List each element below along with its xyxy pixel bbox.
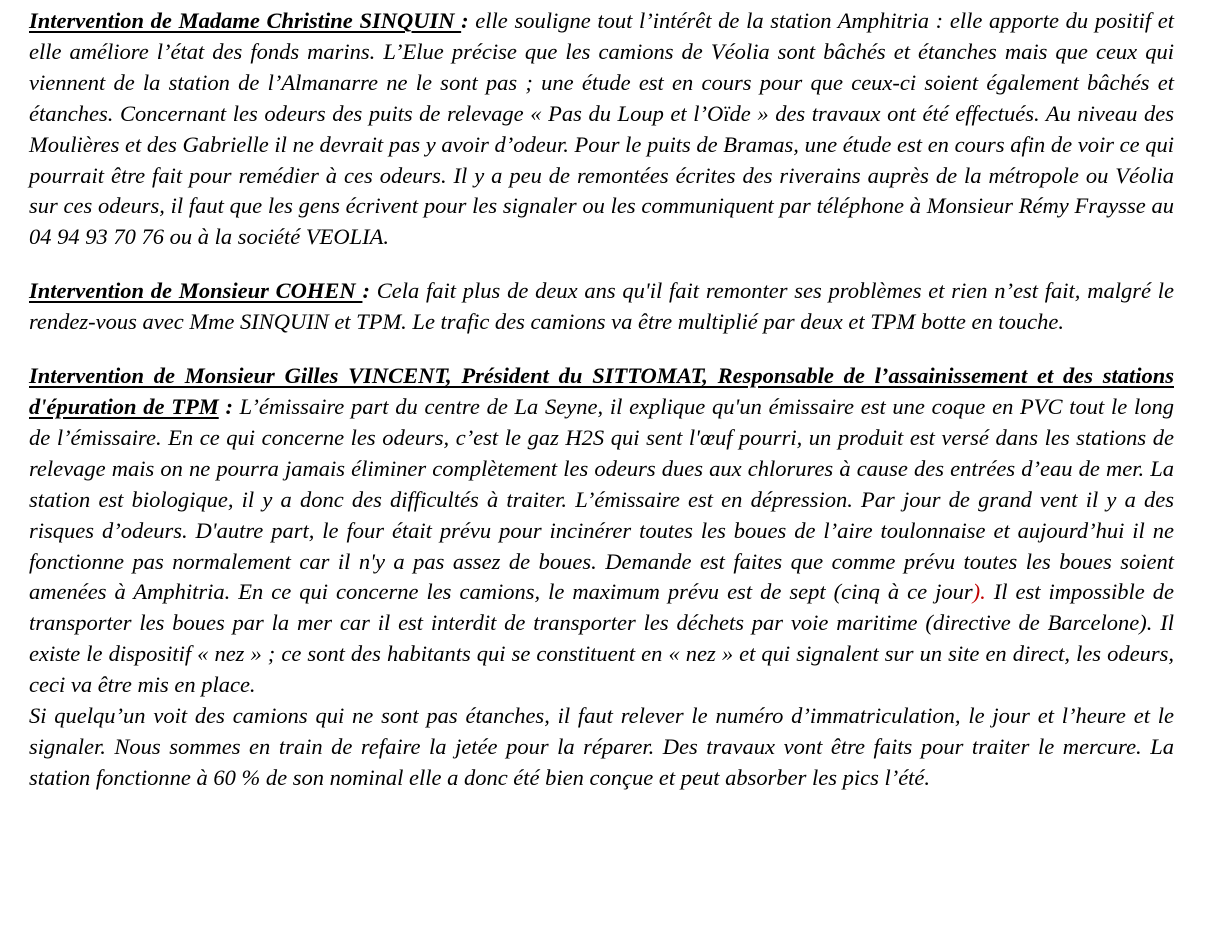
- intervention-sinquin: [29, 6, 1174, 253]
- document-page: [29, 6, 1174, 794]
- intervention-text-continued: Si quelqu’un voit des camions qui ne sont pas étanches, il faut relever le numéro d’immatriculation, le jour et l’heure et le signaler. Nous sommes en train de refaire la jetée pour la réparer. Des travaux vont être faits pour traiter le mercure. La station fonctionne à 60 % de son nominal elle a donc été bien conçue et peut absorber les pics l’été.: [29, 703, 1174, 790]
- intervention-text: Cela fait plus de deux ans qu'il fait remonter ses problèmes et rien n’est fait, malgré le rendez-vous avec Mme SINQUIN et TPM. Le trafic des camions va être multiplié par deux et TPM botte en touche.: [29, 278, 1174, 335]
- speaker-colon: :: [461, 8, 469, 33]
- intervention-vincent: [29, 361, 1174, 794]
- speaker-colon: :: [218, 393, 233, 419]
- intervention-text: elle souligne tout l’intérêt de la station Amphitria : elle apporte du positif et elle améliore l’état des fonds marins. L’Elue précise que les camions de Véolia sont bâchés et étanches mais que ceux qui viennent de la station de l’Almanarre ne le sont pas ; une étude est en cours pour que ceux-ci soient également bâchés et étanches. Concernant les odeurs des puits de relevage « Pas du Loup et l’Oïde » des travaux ont été effectués. Au niveau des Moulières et des Gabrielle il ne devrait pas y avoir d’odeur. Pour le puits de Bramas, une étude est en cours afin de voir ce qui pourrait être fait pour remédier à ces odeurs. Il y a peu de remontées écrites des riverains auprès de la métropole ou Véolia sur ces odeurs, il faut que les gens écrivent pour les signaler ou les communiquent par téléphone à Monsieur Rémy Fraysse au 04 94 93 70 76 ou à la société VEOLIA.: [29, 8, 1174, 250]
- intervention-text-red: ).: [972, 579, 986, 605]
- speaker-heading: Intervention de Monsieur COHEN: [29, 278, 363, 304]
- intervention-cohen: [29, 276, 1174, 338]
- speaker-colon: :: [362, 278, 370, 304]
- intervention-text: L’émissaire part du centre de La Seyne, il explique qu'un émissaire est une coque en PVC tout le long de l’émissaire. En ce qui concerne les odeurs, c’est le gaz H2S qui sent l'œuf pourri, un produit est versé dans les stations de relevage mais on ne pourra jamais éliminer complètement les odeurs dues aux chlorures à cause des entrées d’eau de mer. La station est biologique, il y a donc des difficultés à traiter. L’émissaire est en dépression. Par jour de grand vent il y a des risques d’odeurs. D'autre part, le four était prévu pour incinérer toutes les boues de l’aire toulonnaise et aujourd’hui il ne fonctionne pas normalement car il n'y a pas assez de boues. Demande est faites que comme prévu toutes les boues soient amenées à Amphitria. En ce qui concerne les camions, le maximum prévu est de sept (cinq à ce jour: [29, 393, 1174, 605]
- intervention-text: Il est impossible de transporter les boues par la mer car il est interdit de transporter les déchets par voie maritime (directive de Barcelone). Il existe le dispositif « nez » ; ce sont des habitants qui se constituent en « nez » et qui signalent sur un site en direct, les odeurs, ceci va être mis en place.: [29, 579, 1174, 698]
- speaker-heading: Intervention de Monsieur Gilles VINCENT, Président du SITTOMAT, Responsable de l’assainissement et des stations d'épuration de TPM: [29, 363, 1174, 419]
- speaker-heading: Intervention de Madame Christine SINQUIN: [29, 8, 462, 33]
